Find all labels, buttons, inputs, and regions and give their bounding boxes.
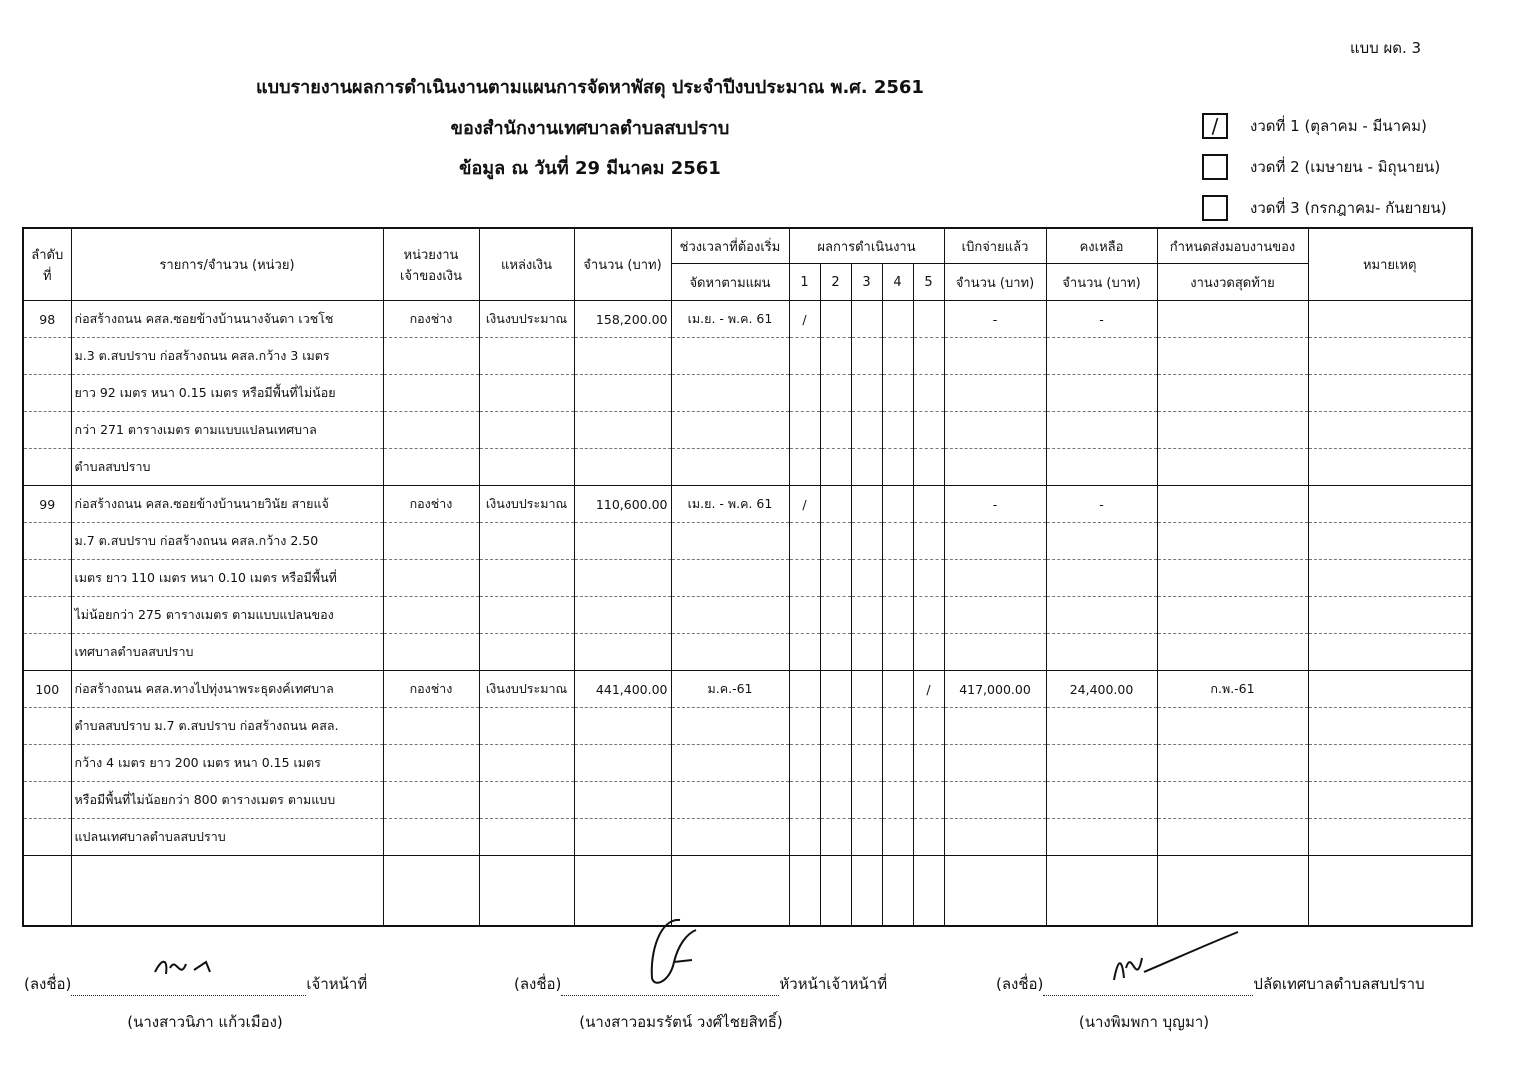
cell-item-line: ยาว 92 เมตร หนา 0.15 เมตร หรือมีพื้นที่ไม่น้อย — [71, 375, 383, 412]
cell-empty — [479, 708, 574, 745]
cell-empty — [1308, 412, 1472, 449]
cell-empty — [851, 708, 882, 745]
cell-empty — [574, 375, 671, 412]
cell-empty — [1157, 856, 1308, 927]
cell-empty — [1046, 819, 1157, 856]
cell-empty — [574, 634, 671, 671]
cell-empty — [1046, 708, 1157, 745]
cell-empty — [789, 449, 820, 486]
cell-empty — [882, 523, 913, 560]
cell-empty — [789, 523, 820, 560]
table-row — [23, 560, 1472, 597]
header-step-1: 1 — [789, 264, 820, 301]
cell-empty — [383, 856, 479, 927]
cell-empty — [23, 449, 71, 486]
cell-empty — [671, 375, 789, 412]
cell-empty — [789, 560, 820, 597]
header-period-1: ช่วงเวลาที่ต้องเริ่ม — [671, 228, 789, 264]
cell-item-line: แปลนเทศบาลตำบลสบปราบ — [71, 819, 383, 856]
cell-empty — [574, 819, 671, 856]
cell-empty — [1308, 301, 1472, 338]
signer-name-1: (นางสาวนิภา แก้วเมือง) — [127, 1013, 283, 1031]
cell-remaining: 24,400.00 — [1046, 671, 1157, 708]
cell-empty — [820, 523, 851, 560]
cell-empty — [820, 782, 851, 819]
signature-mark-3 — [1108, 928, 1243, 988]
cell-empty — [789, 745, 820, 782]
cell-empty — [820, 819, 851, 856]
cell-empty — [1157, 597, 1308, 634]
cell-empty — [1157, 375, 1308, 412]
cell-empty — [1157, 708, 1308, 745]
cell-empty — [1157, 338, 1308, 375]
cell-empty — [789, 782, 820, 819]
cell-s1: / — [789, 486, 820, 523]
cell-empty — [671, 819, 789, 856]
cell-empty — [882, 560, 913, 597]
cell-empty — [479, 856, 574, 927]
cell-empty — [479, 745, 574, 782]
signature-mark-2 — [640, 912, 710, 992]
cell-empty — [882, 819, 913, 856]
cell-source: เงินงบประมาณ — [479, 301, 574, 338]
cell-empty — [671, 745, 789, 782]
cell-empty — [23, 819, 71, 856]
cell-empty — [851, 338, 882, 375]
cell-empty — [882, 449, 913, 486]
signer-name-3: (นางพิมพกา บุญมา) — [1078, 1013, 1210, 1031]
cell-s2 — [820, 671, 851, 708]
cell-empty — [1308, 671, 1472, 708]
cell-empty — [1046, 782, 1157, 819]
cell-empty — [1157, 449, 1308, 486]
cell-empty — [913, 745, 944, 782]
cell-empty — [913, 560, 944, 597]
cell-empty — [944, 708, 1046, 745]
table-row — [23, 523, 1472, 560]
header-due-2: งานงวดสุดท้าย — [1157, 264, 1308, 301]
cell-empty — [882, 782, 913, 819]
cell-empty — [479, 782, 574, 819]
cell-empty — [789, 708, 820, 745]
cell-no: 98 — [23, 301, 71, 338]
cell-empty — [944, 782, 1046, 819]
cell-item-line: กว้าง 4 เมตร ยาว 200 เมตร หนา 0.15 เมตร — [71, 745, 383, 782]
header-paid-2: จำนวน (บาท) — [944, 264, 1046, 301]
cell-empty — [820, 375, 851, 412]
table-row — [23, 597, 1472, 634]
cell-empty — [913, 523, 944, 560]
cell-empty — [671, 412, 789, 449]
cell-empty — [574, 560, 671, 597]
period-option-1[interactable] — [1202, 111, 1427, 141]
cell-empty — [1308, 819, 1472, 856]
cell-empty — [944, 449, 1046, 486]
cell-empty — [574, 597, 671, 634]
cell-empty — [574, 412, 671, 449]
cell-empty — [671, 597, 789, 634]
cell-empty — [820, 745, 851, 782]
table-row — [23, 449, 1472, 486]
cell-empty — [1046, 375, 1157, 412]
cell-source: เงินงบประมาณ — [479, 671, 574, 708]
cell-s2 — [820, 486, 851, 523]
cell-empty — [851, 597, 882, 634]
cell-s5 — [913, 301, 944, 338]
cell-empty — [944, 523, 1046, 560]
form-code: แบบ ผด. 3 — [1350, 39, 1422, 57]
cell-empty — [789, 597, 820, 634]
cell-s4 — [882, 671, 913, 708]
cell-empty — [913, 375, 944, 412]
period-checkbox-2[interactable] — [1202, 154, 1228, 180]
cell-empty — [1308, 856, 1472, 927]
cell-remaining: - — [1046, 486, 1157, 523]
cell-empty — [882, 412, 913, 449]
cell-item-line: ก่อสร้างถนน คสล.ซอยข้างบ้านนางจันดา เวชโช — [71, 301, 383, 338]
cell-amount: 158,200.00 — [574, 301, 671, 338]
cell-empty — [1308, 486, 1472, 523]
cell-empty — [1046, 449, 1157, 486]
period-label-1: งวดที่ 1 (ตุลาคม - มีนาคม) — [1250, 117, 1427, 135]
cell-empty — [574, 745, 671, 782]
cell-empty — [1046, 856, 1157, 927]
cell-empty — [1157, 782, 1308, 819]
cell-empty — [479, 560, 574, 597]
cell-empty — [913, 856, 944, 927]
cell-item-line: ก่อสร้างถนน คสล.ซอยข้างบ้านนายวินัย สายแจ้ — [71, 486, 383, 523]
cell-empty — [789, 375, 820, 412]
table-row — [23, 486, 1472, 523]
signer-name-2: (นางสาวอมรรัตน์ วงศ์ไชยสิทธิ์) — [579, 1013, 783, 1031]
cell-empty — [913, 338, 944, 375]
cell-empty — [671, 560, 789, 597]
cell-empty — [383, 523, 479, 560]
cell-item-line: ตำบลสบปราบ ม.7 ต.สบปราบ ก่อสร้างถนน คสล. — [71, 708, 383, 745]
cell-empty — [820, 449, 851, 486]
cell-empty — [851, 819, 882, 856]
cell-period: ม.ค.-61 — [671, 671, 789, 708]
cell-empty — [1157, 745, 1308, 782]
cell-empty — [383, 782, 479, 819]
cell-item-line: ก่อสร้างถนน คสล.ทางไปทุ่งนาพระธุดงค์เทศบาล — [71, 671, 383, 708]
cell-empty — [851, 745, 882, 782]
cell-s4 — [882, 486, 913, 523]
table-row — [23, 708, 1472, 745]
cell-item-line: กว่า 271 ตารางเมตร ตามแบบแปลนเทศบาล — [71, 412, 383, 449]
cell-empty — [913, 449, 944, 486]
cell-empty — [574, 449, 671, 486]
cell-empty — [71, 856, 383, 927]
cell-empty — [23, 745, 71, 782]
cell-empty — [479, 338, 574, 375]
cell-paid: - — [944, 486, 1046, 523]
cell-empty — [23, 338, 71, 375]
cell-empty — [1046, 597, 1157, 634]
cell-item-line: ม.7 ต.สบปราบ ก่อสร้างถนน คสล.กว้าง 2.50 — [71, 523, 383, 560]
cell-empty — [820, 856, 851, 927]
cell-s4 — [882, 301, 913, 338]
cell-empty — [913, 819, 944, 856]
cell-owner: กองช่าง — [383, 671, 479, 708]
cell-empty — [574, 782, 671, 819]
header-no: ลำดับ ที่ — [23, 228, 71, 301]
cell-empty — [479, 375, 574, 412]
cell-empty — [789, 856, 820, 927]
cell-empty — [851, 449, 882, 486]
cell-empty — [1308, 449, 1472, 486]
header-source: แหล่งเงิน — [479, 228, 574, 301]
header-remark: หมายเหตุ — [1308, 228, 1472, 301]
report-title: แบบรายงานผลการดำเนินงานตามแผนการจัดหาพัสดุ ประจำปีงบประมาณ พ.ศ. 2561 — [256, 77, 924, 98]
cell-s3 — [851, 486, 882, 523]
cell-empty — [671, 338, 789, 375]
period-option-3[interactable] — [1202, 193, 1447, 223]
cell-empty — [1046, 745, 1157, 782]
cell-empty — [383, 375, 479, 412]
table-row — [23, 338, 1472, 375]
office-name: ของสำนักงานเทศบาลตำบลสบปราบ — [450, 118, 730, 139]
cell-empty — [851, 560, 882, 597]
cell-empty — [479, 819, 574, 856]
cell-s2 — [820, 301, 851, 338]
cell-item-line: ไม่น้อยกว่า 275 ตารางเมตร ตามแบบแปลนของ — [71, 597, 383, 634]
header-period-2: จัดหาตามแผน — [671, 264, 789, 301]
cell-empty — [944, 819, 1046, 856]
cell-empty — [574, 523, 671, 560]
procurement-report-table — [22, 227, 1473, 927]
period-checkbox-3[interactable] — [1202, 195, 1228, 221]
cell-empty — [820, 338, 851, 375]
cell-empty — [882, 745, 913, 782]
cell-empty — [1308, 782, 1472, 819]
header-amount: จำนวน (บาท) — [574, 228, 671, 301]
cell-empty — [1157, 819, 1308, 856]
table-row — [23, 412, 1472, 449]
cell-empty — [1046, 634, 1157, 671]
cell-empty — [789, 634, 820, 671]
cell-empty — [882, 708, 913, 745]
cell-empty — [479, 412, 574, 449]
header-result: ผลการดำเนินงาน — [789, 228, 944, 264]
cell-empty — [789, 338, 820, 375]
header-due-1: กำหนดส่งมอบงานของ — [1157, 228, 1308, 264]
cell-period: เม.ย. - พ.ค. 61 — [671, 301, 789, 338]
cell-empty — [913, 782, 944, 819]
signature-line-2: (ลงชื่อ) หัวหน้าเจ้าหน้าที่ — [514, 972, 887, 996]
cell-empty — [1308, 338, 1472, 375]
cell-empty — [913, 634, 944, 671]
cell-item-line: เทศบาลตำบลสบปราบ — [71, 634, 383, 671]
cell-source: เงินงบประมาณ — [479, 486, 574, 523]
table-row — [23, 671, 1472, 708]
cell-empty — [882, 634, 913, 671]
cell-empty — [574, 338, 671, 375]
cell-empty — [383, 560, 479, 597]
table-row — [23, 745, 1472, 782]
cell-empty — [882, 375, 913, 412]
cell-empty — [944, 597, 1046, 634]
period-checkbox-1[interactable]: / — [1202, 113, 1228, 139]
header-remaining-1: คงเหลือ — [1046, 228, 1157, 264]
cell-empty — [882, 856, 913, 927]
cell-empty — [820, 412, 851, 449]
cell-owner: กองช่าง — [383, 486, 479, 523]
cell-empty — [479, 523, 574, 560]
table-row — [23, 301, 1472, 338]
period-label-3: งวดที่ 3 (กรกฎาคม- กันยายน) — [1250, 199, 1447, 217]
report-date: ข้อมูล ณ วันที่ 29 มีนาคม 2561 — [459, 158, 721, 179]
cell-empty — [479, 634, 574, 671]
table-row — [23, 375, 1472, 412]
header-step-2: 2 — [820, 264, 851, 301]
cell-empty — [23, 634, 71, 671]
cell-empty — [383, 634, 479, 671]
cell-empty — [574, 708, 671, 745]
cell-empty — [1046, 560, 1157, 597]
cell-empty — [1157, 560, 1308, 597]
cell-paid: - — [944, 301, 1046, 338]
cell-item-line: ตำบลสบปราบ — [71, 449, 383, 486]
table-filler-row — [23, 856, 1472, 927]
cell-s3 — [851, 671, 882, 708]
cell-empty — [23, 597, 71, 634]
table-row — [23, 819, 1472, 856]
header-paid-1: เบิกจ่ายแล้ว — [944, 228, 1046, 264]
cell-empty — [820, 560, 851, 597]
signature-line-3: (ลงชื่อ) ปลัดเทศบาลตำบลสบปราบ — [996, 972, 1425, 996]
cell-item-line: เมตร ยาว 110 เมตร หนา 0.10 เมตร หรือมีพื้นที่ — [71, 560, 383, 597]
cell-empty — [23, 560, 71, 597]
cell-due: ก.พ.-61 — [1157, 671, 1308, 708]
cell-empty — [789, 412, 820, 449]
cell-empty — [671, 708, 789, 745]
cell-empty — [944, 745, 1046, 782]
cell-empty — [1308, 634, 1472, 671]
cell-empty — [23, 375, 71, 412]
cell-empty — [944, 560, 1046, 597]
cell-empty — [820, 634, 851, 671]
signature-mark-1 — [150, 950, 230, 984]
table-row — [23, 782, 1472, 819]
cell-empty — [944, 338, 1046, 375]
cell-empty — [851, 375, 882, 412]
cell-empty — [882, 338, 913, 375]
period-label-2: งวดที่ 2 (เมษายน - มิถุนายน) — [1250, 158, 1441, 176]
cell-empty — [944, 375, 1046, 412]
cell-amount: 110,600.00 — [574, 486, 671, 523]
cell-item-line: หรือมีพื้นที่ไม่น้อยกว่า 800 ตารางเมตร ตามแบบ — [71, 782, 383, 819]
header-remaining-2: จำนวน (บาท) — [1046, 264, 1157, 301]
cell-empty — [383, 412, 479, 449]
cell-empty — [23, 523, 71, 560]
cell-empty — [1157, 412, 1308, 449]
cell-item-line: ม.3 ต.สบปราบ ก่อสร้างถนน คสล.กว้าง 3 เมตร — [71, 338, 383, 375]
cell-period: เม.ย. - พ.ค. 61 — [671, 486, 789, 523]
cell-amount: 441,400.00 — [574, 671, 671, 708]
cell-remaining: - — [1046, 301, 1157, 338]
cell-empty — [1308, 708, 1472, 745]
cell-empty — [383, 745, 479, 782]
cell-empty — [383, 338, 479, 375]
header-step-4: 4 — [882, 264, 913, 301]
cell-empty — [1308, 597, 1472, 634]
cell-empty — [1157, 523, 1308, 560]
cell-s5 — [913, 486, 944, 523]
cell-empty — [851, 634, 882, 671]
signature-line-1: (ลงชื่อ) เจ้าหน้าที่ — [24, 972, 367, 996]
cell-empty — [383, 819, 479, 856]
cell-empty — [383, 708, 479, 745]
cell-empty — [23, 782, 71, 819]
cell-empty — [671, 634, 789, 671]
cell-empty — [671, 523, 789, 560]
cell-empty — [789, 819, 820, 856]
cell-empty — [1046, 338, 1157, 375]
header-owner: หน่วยงาน เจ้าของเงิน — [383, 228, 479, 301]
cell-empty — [23, 856, 71, 927]
header-step-3: 3 — [851, 264, 882, 301]
cell-empty — [913, 412, 944, 449]
cell-empty — [944, 412, 1046, 449]
cell-empty — [851, 412, 882, 449]
report-body — [23, 301, 1472, 927]
cell-s1: / — [789, 301, 820, 338]
table-row — [23, 634, 1472, 671]
cell-empty — [383, 449, 479, 486]
cell-s1 — [789, 671, 820, 708]
cell-empty — [479, 597, 574, 634]
period-option-2[interactable] — [1202, 152, 1440, 182]
cell-empty — [1046, 412, 1157, 449]
cell-empty — [671, 782, 789, 819]
cell-empty — [913, 708, 944, 745]
cell-no: 99 — [23, 486, 71, 523]
cell-empty — [944, 634, 1046, 671]
cell-empty — [1308, 745, 1472, 782]
cell-empty — [671, 449, 789, 486]
cell-empty — [1046, 523, 1157, 560]
cell-empty — [851, 782, 882, 819]
cell-empty — [1157, 634, 1308, 671]
cell-empty — [23, 708, 71, 745]
cell-empty — [23, 412, 71, 449]
cell-no: 100 — [23, 671, 71, 708]
header-step-5: 5 — [913, 264, 944, 301]
cell-empty — [479, 449, 574, 486]
cell-empty — [1308, 560, 1472, 597]
cell-paid: 417,000.00 — [944, 671, 1046, 708]
cell-due — [1157, 301, 1308, 338]
cell-empty — [944, 856, 1046, 927]
cell-s3 — [851, 301, 882, 338]
cell-empty — [820, 708, 851, 745]
header-item: รายการ/จำนวน (หน่วย) — [71, 228, 383, 301]
cell-empty — [851, 856, 882, 927]
cell-empty — [383, 597, 479, 634]
cell-empty — [882, 597, 913, 634]
cell-empty — [913, 597, 944, 634]
cell-empty — [1308, 375, 1472, 412]
cell-empty — [1308, 523, 1472, 560]
cell-empty — [851, 523, 882, 560]
cell-s5: / — [913, 671, 944, 708]
cell-empty — [820, 597, 851, 634]
cell-owner: กองช่าง — [383, 301, 479, 338]
cell-due — [1157, 486, 1308, 523]
